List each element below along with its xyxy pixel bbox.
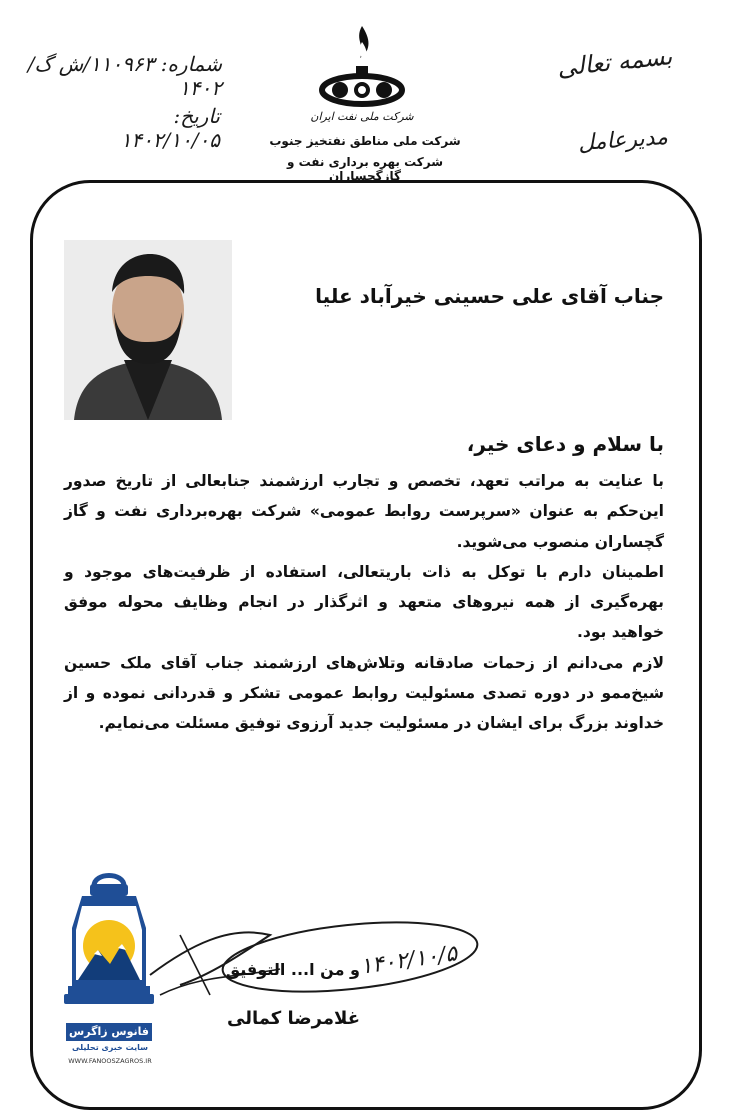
letter-date: تاریخ: ۱۴۰۲/۱۰/۰۵ [120,104,220,152]
body-paragraph-3: لازم می‌دانم از زحمات صادقانه وتلاش‌های ارزشمند جناب آقای ملک حسین شیخ‌ممو در دوره تصدی مسئولیت روابط عمومی تشکر و قدردانی نموده و از خداوند بزرگ برای ایشان در مسئولیت جدید آرزوی توفیق مسئلت می‌نمایم. [64,653,664,733]
company-name-line2: شرکت بهره برداری نفت و گازگچساران [286,155,444,183]
header-director-title: مدیرعامل [577,124,669,157]
body-paragraph-2: اطمینان دارم با توکل به ذات باریتعالی، استفاده از ظرفیت‌های موجود و بهره‌گیری از همه نیروهای متعهد و اثرگذار در انجام وظایف محوله موفق خواهید بود. [64,562,664,642]
body-paragraph-1: با عنایت به مراتب تعهد، تخصص و تجارب ارزشمند جنابعالی از تاریخ صدور این‌حکم به عنوان «سرپرست روابط عمومی» شرکت بهره‌برداری نفت و گاز گچساران منصوب می‌شوید. [64,472,664,551]
header-basmala: بسمه تعالی [555,42,674,82]
recipient-name: جناب آقای علی حسینی خیرآباد علیا [315,284,664,308]
signer-name: غلامرضا کمالی [227,1008,360,1029]
lantern-icon [60,868,158,1023]
watermark-url: WWW.FANOOSZAGROS.IR [68,1057,152,1065]
letter-body [64,466,664,739]
signature-date: ۱۴۰۲/۱۰/۵ [358,941,459,980]
watermark-subtitle: سایت خبری تحلیلی [72,1043,148,1052]
portrait-photo [64,240,232,420]
logo-caption: شرکت ملی نفت ایران [310,110,414,123]
watermark-logo [60,868,158,1027]
closing-phrase: و من ا... التوفیق [225,960,360,979]
letter-number: شماره: ۱۱۰۹۶۳/ش گ/۱۴۰۲ [27,52,222,100]
company-name-line1: شرکت ملی مناطق نفتخیز جنوب [269,134,461,148]
company-logo [262,18,462,137]
person-portrait-icon [64,240,232,420]
watermark-title: فانوس زاگرس [66,1023,152,1041]
greeting: با سلام و دعای خیر، [466,432,664,456]
